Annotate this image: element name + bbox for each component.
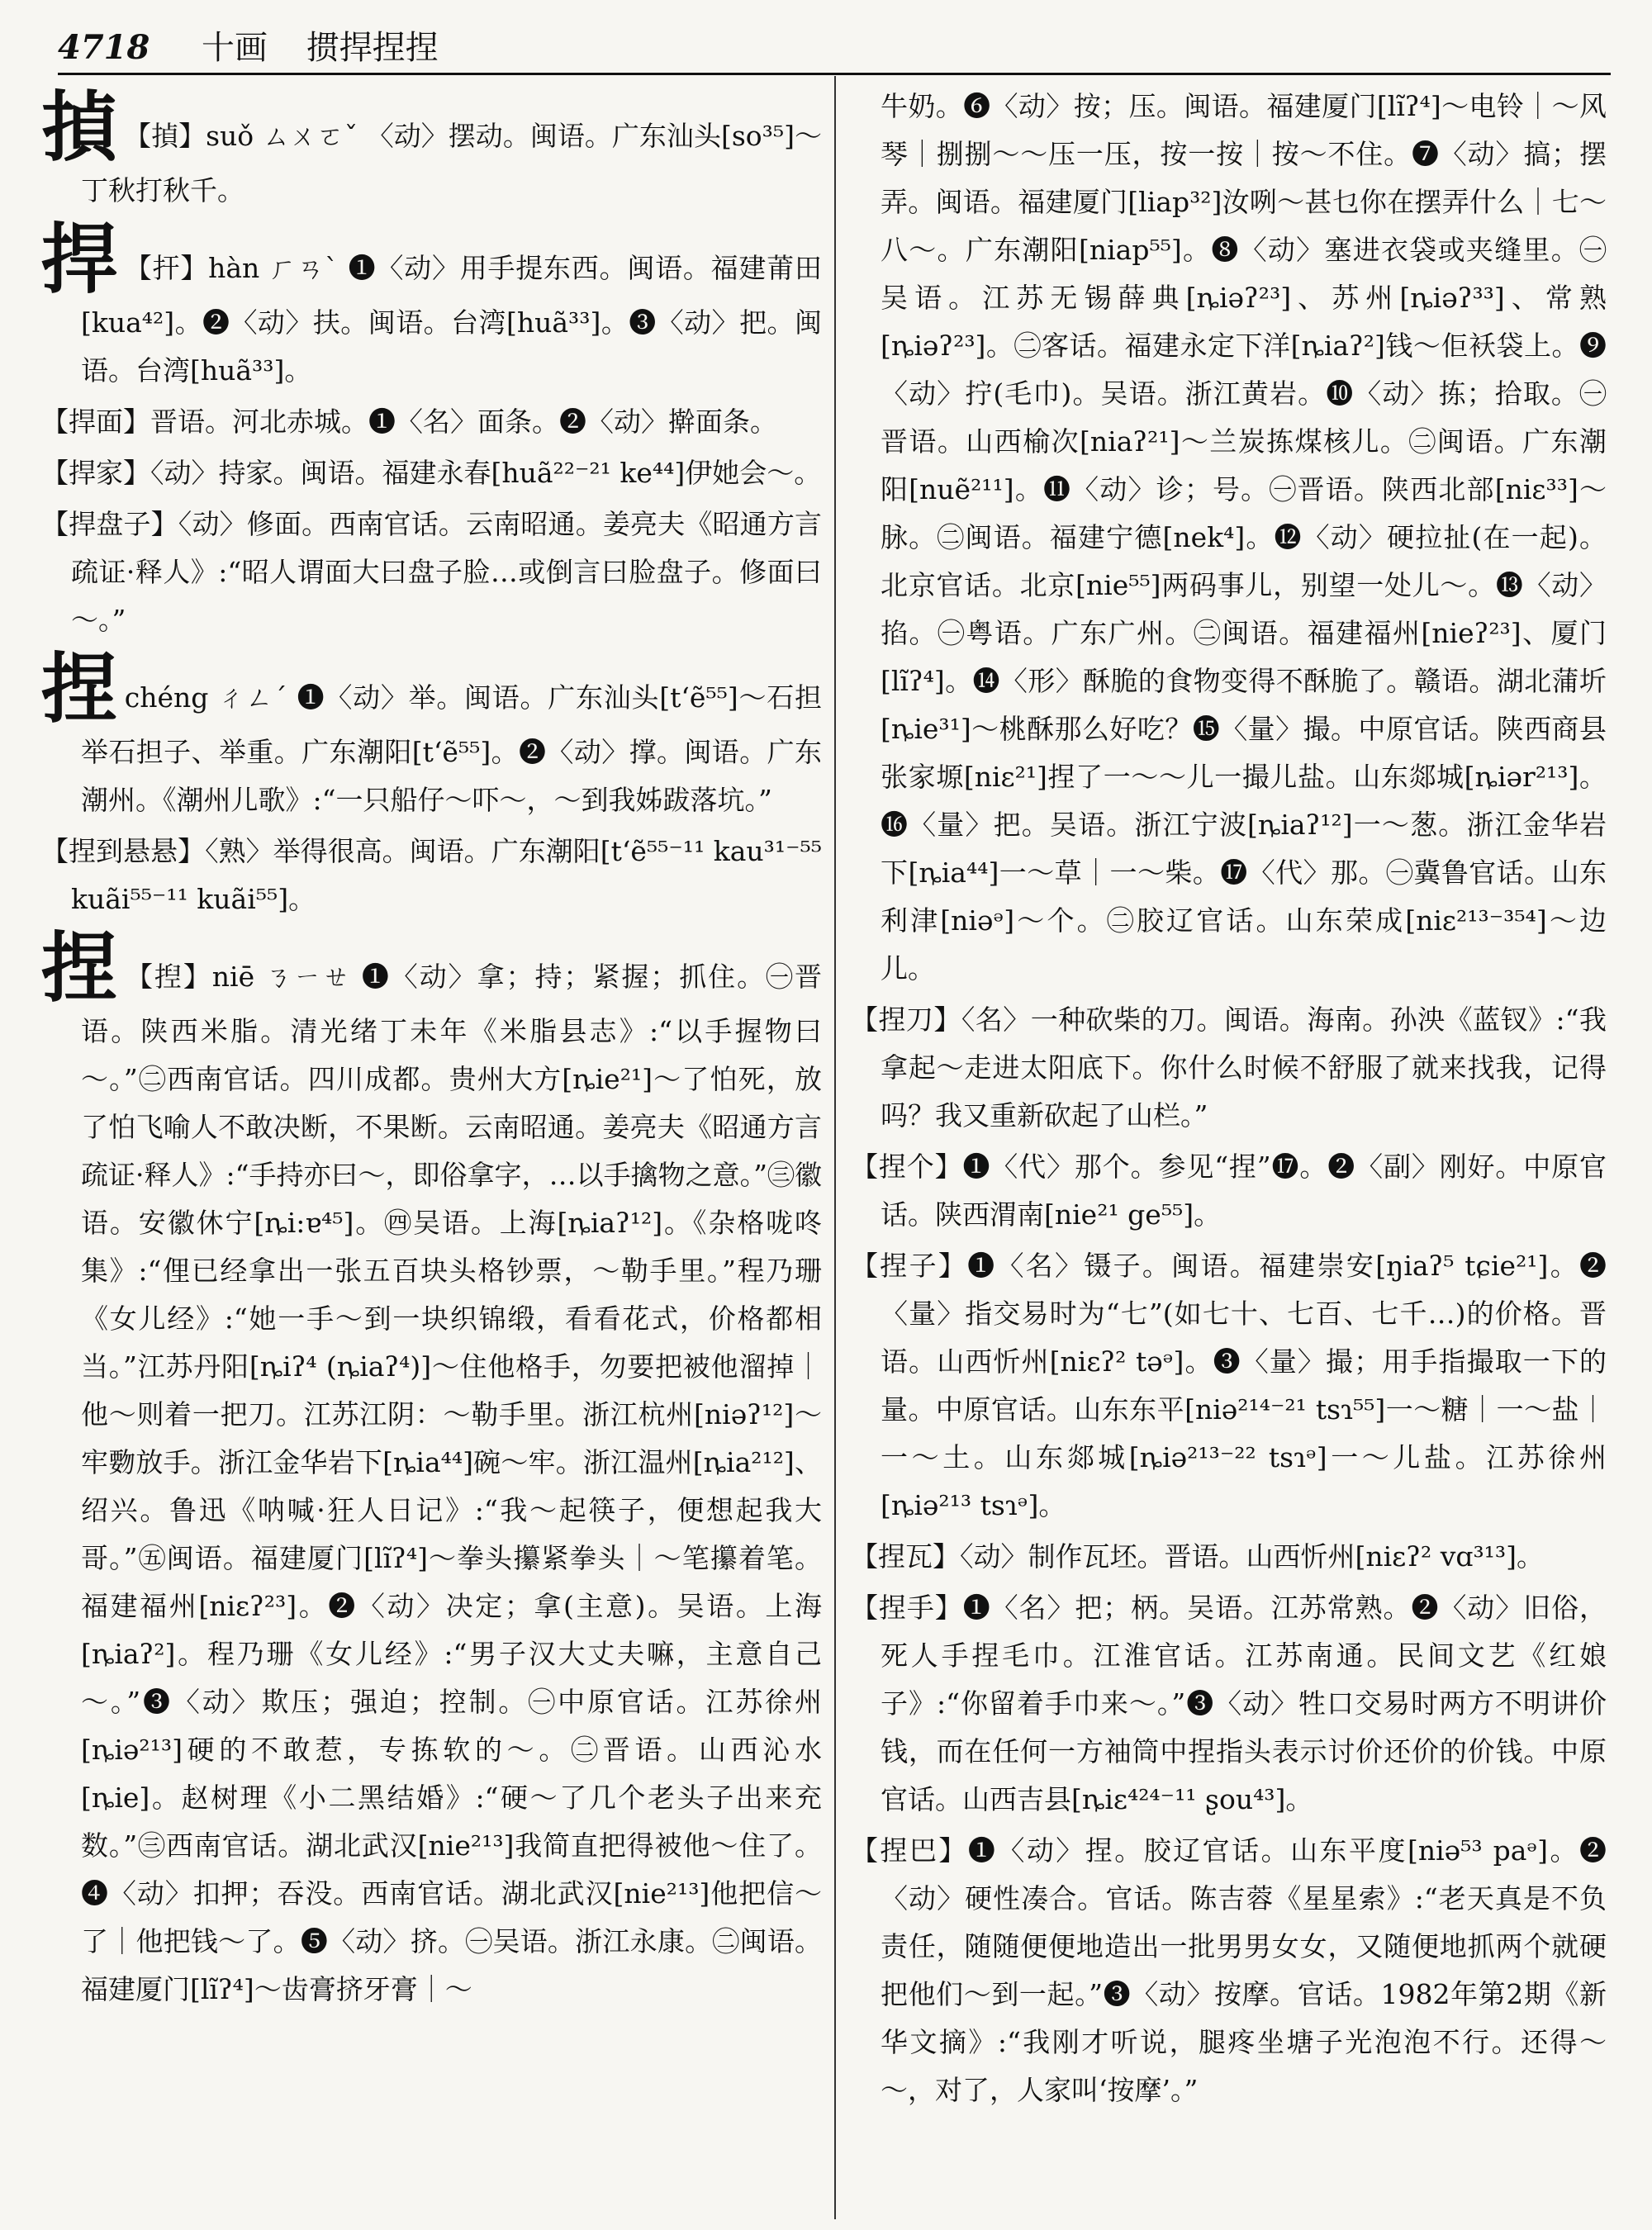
headword-character: 捏 — [41, 923, 119, 1013]
headword-entry — [41, 83, 822, 215]
entry-text: 【揁】suǒ ㄙㄨㄛˇ 〈动〉摆动。闽语。广东汕头[so³⁵]～丁秋打秋千。 — [81, 120, 822, 206]
entry-text: 【捍面】晋语。河北赤城。❶〈名〉面条。❷〈动〉擀面条。 — [41, 406, 777, 438]
compound-entry — [41, 398, 822, 446]
headword-character: 捍 — [41, 215, 118, 304]
compound-entry — [851, 996, 1607, 1140]
entry-text: 【捏手】❶〈名〉把；柄。吴语。江苏常熟。❷〈动〉旧俗，死人手捏毛巾。江淮官话。江苏南通。民间文艺《红娘子》:“你留着手巾来～。”❸〈动〉牲口交易时两方不明讲价钱，而在任何一方袖筒中捏指头表示讨价还价的价钱。中原官话。山西吉县[ȵiɛ⁴²⁴⁻¹¹ ʂou⁴³]。 — [851, 1592, 1607, 1815]
compound-entry — [41, 828, 822, 923]
compound-entry — [851, 1143, 1607, 1239]
entry-text: chéng ㄔㄥˊ ❶〈动〉举。闽语。广东汕头[t‘ẽ⁵⁵]～石担举石担子、举重。广东潮阳[t‘ẽ⁵⁵]。❷〈动〉撑。闽语。广东潮州。《潮州儿歌》:“一只船仔～吓～，～到我姊跋落坑。” — [81, 681, 822, 816]
headword-character: 捏 — [41, 644, 118, 733]
headword-character: 揁 — [41, 83, 118, 172]
entry-text: 【捏刀】〈名〉一种砍柴的刀。闽语。海南。孙泱《蓝钗》:“我拿起～走进太阳底下。你什么时候不舒服了就来找我，记得吗？我又重新砍起了山栏。” — [851, 1004, 1607, 1132]
entry-text: 【捏巴】❶〈动〉捏。胶辽官话。山东平度[niə⁵³ paᵊ]。❷〈动〉硬性凑合。官话。陈吉蓉《星星索》:“老天真是不负责任，随随便便地造出一批男男女女，又随便地抓两个就硬把他们～到一起。”❸〈动〉按摩。官话。1982年第2期《新华文摘》:“我刚才听说，腿疼坐塘子光泡泡不行。还得～～，对了，人家叫‘按摩’。” — [851, 1834, 1607, 2106]
headword-entry — [41, 215, 822, 395]
page-header — [58, 23, 1611, 73]
headword-entry — [41, 923, 822, 2014]
entry-text: 【扞】hàn ㄏㄢˋ ❶〈动〉用手提东西。闽语。福建莆田[kua⁴²]。❷〈动〉扶。闽语。台湾[huã³³]。❸〈动〉把。闽语。台湾[huã³³]。 — [81, 252, 822, 387]
entry-text: 【捏到悬悬】〈熟〉举得很高。闽语。广东潮阳[t‘ẽ⁵⁵⁻¹¹ kau³¹⁻⁵⁵ kuãi⁵⁵⁻¹¹ kuãi⁵⁵]。 — [41, 835, 822, 915]
headword-entry — [41, 644, 822, 824]
stroke-count-label: 十画 — [202, 29, 268, 67]
compound-entry — [41, 501, 822, 644]
compound-entry — [851, 1242, 1607, 1530]
left-column — [41, 83, 822, 2222]
compound-entry — [41, 449, 822, 497]
entry-text: 【揑】niē ㄋㄧㄝ ❶〈动〉拿；持；紧握；抓住。㊀晋语。陕西米脂。清光绪丁未年《米脂县志》:“以手握物曰～。”㊁西南官话。四川成都。贵州大方[ȵie²¹]～了怕死，放了怕飞喻人不敢决断，不果断。云南昭通。姜亮夫《昭通方言疏证·释人》:“手持亦曰～，即俗拿字，…以手擒物之意。”㊂徽语。安徽休宁[ȵi:ɐ⁴⁵]。㊃吴语。上海[ȵiaʔ¹²]。《杂格咙咚集》:“俚已经拿出一张五百块头格钞票，～勒手里。”程乃珊《女儿经》:“她一手～到一块织锦缎，看看花式，价格都相当。”江苏丹阳[ȵiʔ⁴ (ȵiaʔ⁴)]～住他格手，勿要把被他溜掉｜他～则着一把刀。江苏江阴：～勒手里。浙江杭州[niəʔ¹²]～牢覅放手。浙江金华岩下[ȵia⁴⁴]碗～牢。浙江温州[ȵia²¹²]、绍兴。鲁迅《呐喊·狂人日记》:“我～起筷子，便想起我大哥。”㊄闽语。福建厦门[lĩʔ⁴]～拳头攥紧拳头｜～笔攥着笔。福建福州[niɛʔ²³]。❷〈动〉决定；拿(主意)。吴语。上海[ȵiaʔ²]。程乃珊《女儿经》:“男子汉大丈夫嘛，主意自己～。”❸〈动〉欺压；强迫；控制。㊀中原官话。江苏徐州[ȵiə²¹³]硬的不敢惹，专拣软的～。㊁晋语。山西沁水[ȵie]。赵树理《小二黑结婚》:“硬～了几个老头子出来充数。”㊂西南官话。湖北武汉[nie²¹³]我简直把得被他～住了。❹〈动〉扣押；吞没。西南官话。湖北武汉[nie²¹³]他把信～了｜他把钱～了。❺〈动〉挤。㊀吴语。浙江永康。㊁闽语。福建厦门[lĩʔ⁴]～齿膏挤牙膏｜～ — [81, 961, 822, 2005]
continued-definition — [851, 83, 1607, 993]
entry-text: 【捏瓦】〈动〉制作瓦坯。晋语。山西忻州[niɛʔ² vɑ³¹³]。 — [851, 1540, 1545, 1573]
page-number: 4718 — [58, 28, 150, 67]
compound-entry — [851, 1533, 1607, 1581]
entry-text: 牛奶。❻〈动〉按；压。闽语。福建厦门[lĩʔ⁴]～电铃｜～风琴｜捌捌～～压一压，按一按｜按～不住。❼〈动〉搞；摆弄。闽语。福建厦门[liap³²]汝咧～甚乜你在摆弄什么｜七～八～。广东潮阳[niap⁵⁵]。❽〈动〉塞进衣袋或夹缝里。㊀吴语。江苏无锡薛典[ȵiəʔ²³]、苏州[ȵiəʔ³³]、常熟[ȵiəʔ²³]。㊁客话。福建永定下洋[ȵiaʔ²]钱～佢袄袋上。❾〈动〉拧(毛巾)。吴语。浙江黄岩。❿〈动〉拣；拾取。㊀晋语。山西榆次[niaʔ²¹]～兰炭拣煤核儿。㊁闽语。广东潮阳[nuẽ²¹¹]。⓫〈动〉诊；号。㊀晋语。陕西北部[niɛ³³]～脉。㊁闽语。福建宁德[nek⁴]。⓬〈动〉硬拉扯(在一起)。北京官话。北京[nie⁵⁵]两码事儿，别望一处儿～。⓭〈动〉掐。㊀粤语。广东广州。㊁闽语。福建福州[nieʔ²³]、厦门[lĩʔ⁴]。⓮〈形〉酥脆的食物变得不酥脆了。赣语。湖北蒲圻[ȵie³¹]～桃酥那么好吃？⓯〈量〉撮。中原官话。陕西商县张家塬[niɛ²¹]捏了一～～儿一撮儿盐。山东郯城[ȵiər²¹³]。⓰〈量〉把。吴语。浙江宁波[ȵiaʔ¹²]一～葱。浙江金华岩下[ȵia⁴⁴]一～草｜一～柴。⓱〈代〉那。㊀冀鲁官话。山东利津[niəᵊ]～个。㊁胶辽官话。山东荣成[niɛ²¹³⁻³⁵⁴]～边儿。 — [881, 90, 1607, 985]
compound-entry — [851, 1827, 1607, 2114]
entry-text: 【捍盘子】〈动〉修面。西南官话。云南昭通。姜亮夫《昭通方言疏证·释人》:“昭人谓面大曰盘子脸…或倒言曰脸盘子。修面曰～。” — [41, 508, 822, 636]
right-column — [851, 83, 1607, 2222]
entry-text: 【捍家】〈动〉持家。闽语。福建永春[huã²²⁻²¹ ke⁴⁴]伊她会～。 — [41, 457, 822, 489]
compound-entry — [851, 1584, 1607, 1824]
column-divider — [834, 76, 836, 2219]
entry-text: 【捏个】❶〈代〉那个。参见“捏”⓱。❷〈副〉刚好。中原官话。陕西渭南[nie²¹ ge⁵⁵]。 — [851, 1151, 1607, 1231]
header-rule — [58, 73, 1611, 75]
header-characters: 掼捍捏捏 — [306, 29, 439, 67]
entry-text: 【捏子】❶〈名〉镊子。闽语。福建崇安[ŋiaʔ⁵ tɕie²¹]。❷〈量〉指交易时为“七”(如七十、七百、七千…)的价格。晋语。山西忻州[niɛʔ² təᵊ]。❸〈量〉撮；用手指撮取一下的量。中原官话。山东东平[niə²¹⁴⁻²¹ tsɿ⁵⁵]一～糖｜一～盐｜一～土。山东郯城[ȵiə²¹³⁻²² tsɿᵊ]一～儿盐。江苏徐州[ȵiə²¹³ tsɿᵊ]。 — [851, 1250, 1607, 1521]
